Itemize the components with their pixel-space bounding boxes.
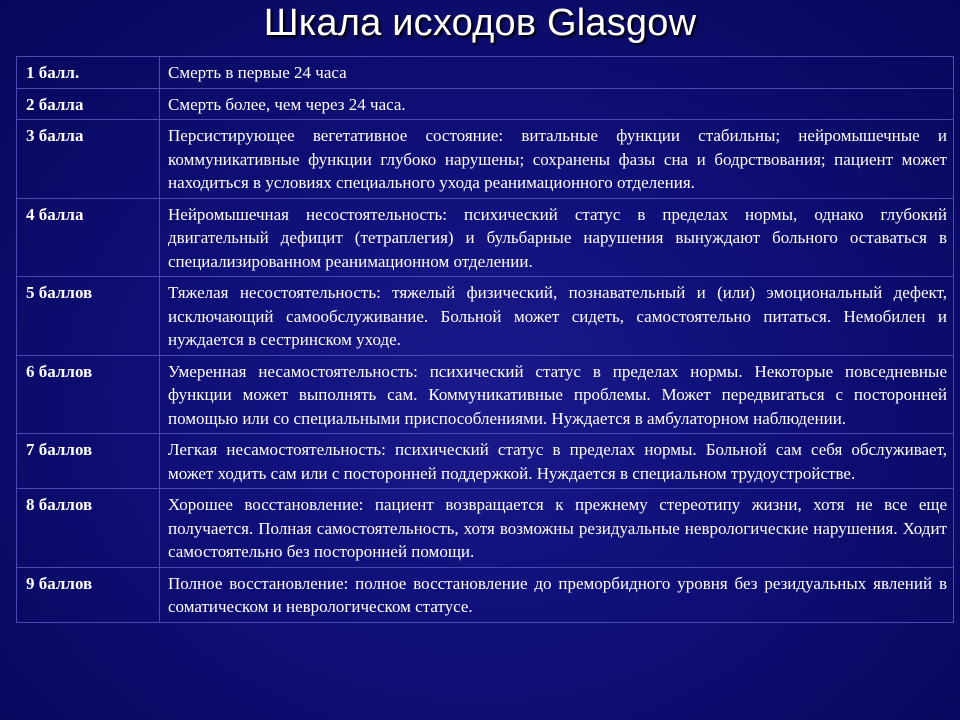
slide-title: Шкала исходов Glasgow xyxy=(263,2,697,44)
table-row xyxy=(17,567,954,622)
table-row xyxy=(17,355,954,434)
description-cell: Нейромышечная несостоятельность: психический статус в пределах нормы, однако глубокий двигательный дефицит (тетраплегия) и бульбарные нарушения вынуждают больного оставаться в специализированном реанимационном отделении. xyxy=(160,198,954,277)
glasgow-outcome-table xyxy=(16,56,954,623)
score-cell: 3 балла xyxy=(17,120,160,199)
table-row xyxy=(17,277,954,356)
score-cell: 7 баллов xyxy=(17,434,160,489)
description-cell: Смерть более, чем через 24 часа. xyxy=(160,88,954,120)
score-cell: 8 баллов xyxy=(17,489,160,568)
table-row xyxy=(17,489,954,568)
description-cell: Персистирующее вегетативное состояние: витальные функции стабильны; нейромышечные и коммуникативные функции глубоко нарушены; сохранены фазы сна и бодрствования; пациент может находиться в условиях специального ухода реанимационного отделения. xyxy=(160,120,954,199)
description-cell: Тяжелая несостоятельность: тяжелый физический, познавательный и (или) эмоциональный дефект, исключающий самообслуживание. Больной может сидеть, самостоятельно питаться. Немобилен и нуждается в сестринском уходе. xyxy=(160,277,954,356)
table-row xyxy=(17,120,954,199)
description-cell: Смерть в первые 24 часа xyxy=(160,57,954,89)
description-cell: Хорошее восстановление: пациент возвращается к прежнему стереотипу жизни, хотя не все еще получается. Полная самостоятельность, хотя возможны резидуальные неврологические нарушения. Ходит самостоятельно без посторонней помощи. xyxy=(160,489,954,568)
table-row xyxy=(17,434,954,489)
score-cell: 9 баллов xyxy=(17,567,160,622)
table-row xyxy=(17,88,954,120)
description-cell: Полное восстановление: полное восстановление до преморбидного уровня без резидуальных явлений в соматическом и неврологическом статусе. xyxy=(160,567,954,622)
score-cell: 4 балла xyxy=(17,198,160,277)
description-cell: Легкая несамостоятельность: психический статус в пределах нормы. Больной сам себя обслуживает, может ходить сам или с посторонней поддержкой. Нуждается в специальном трудоустройстве. xyxy=(160,434,954,489)
description-cell: Умеренная несамостоятельность: психический статус в пределах нормы. Некоторые повседневные функции может выполнять сам. Коммуникативные проблемы. Может передвигаться с посторонней помощью или со специальными приспособлениями. Нуждается в амбулаторном наблюдении. xyxy=(160,355,954,434)
score-cell: 5 баллов xyxy=(17,277,160,356)
score-cell: 6 баллов xyxy=(17,355,160,434)
table-row xyxy=(17,57,954,89)
table-row xyxy=(17,198,954,277)
score-cell: 1 балл. xyxy=(17,57,160,89)
score-cell: 2 балла xyxy=(17,88,160,120)
